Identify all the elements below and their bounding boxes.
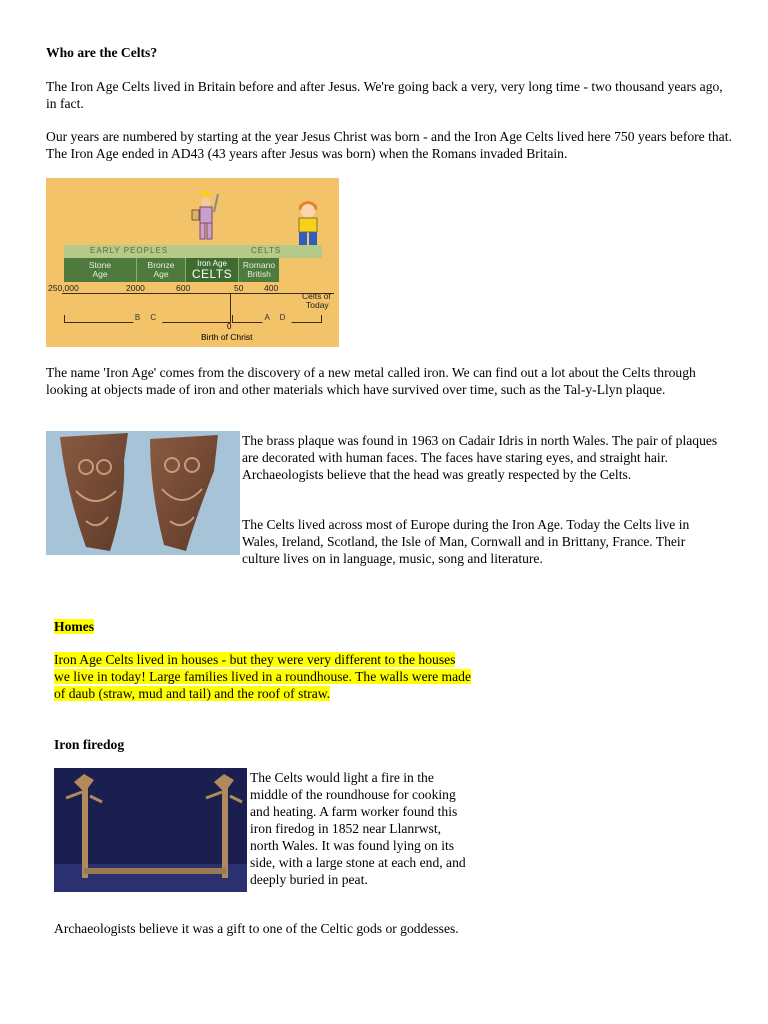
tick-50: 50 (234, 283, 244, 293)
plaque-image (46, 431, 240, 555)
tal-y-llyn-plaque-photo (46, 431, 240, 555)
tick-250000: 250,000 (48, 283, 79, 293)
dating-paragraph: Our years are numbered by starting at the year Jesus Christ was born - and the Iron Age Celts lived here 750 years before that. The Iron Age ended in AD43 (43 years after Jesus was born) when the Romans invaded Britain. (46, 129, 732, 161)
era-bc-label: B C (133, 309, 162, 326)
firedog-heading: Iron firedog (54, 737, 125, 752)
era-ad-label: A D (263, 309, 292, 326)
band-label-early-peoples: EARLY PEOPLES (90, 246, 169, 255)
timeline-header-band (64, 245, 322, 258)
iron-age-paragraph: The name 'Iron Age' comes from the discovery of a new metal called iron. We can find out a lot about the Celts through looking at objects made of iron and other materials which have survived over time, such as the Tal-y-Llyn plaque. (46, 365, 696, 397)
celts-today-paragraph: The Celts lived across most of Europe during the Iron Age. Today the Celts live in Wales, Ireland, Scotland, the Isle of Man, Cornwall and in Brittany, France. Their culture lives on in language, music, song and literature. (242, 517, 690, 566)
page-title: Who are the Celts? (46, 45, 158, 60)
homes-heading: Homes (54, 619, 95, 634)
birth-of-christ-label: Birth of Christ (201, 332, 253, 342)
timeline-axis (62, 293, 334, 294)
period-stone-age: Stone Age (64, 258, 137, 282)
tick-today: Today (306, 300, 329, 310)
iron-firedog-photo (54, 768, 247, 892)
zero-marker (230, 294, 231, 322)
firedog-image (54, 768, 247, 892)
tick-2000: 2000 (126, 283, 145, 293)
tick-400: 400 (264, 283, 279, 293)
era-bc-bracket (64, 315, 231, 323)
plaque-description: The brass plaque was found in 1963 on Cadair Idris in north Wales. The pair of plaques are decorated with human faces. The faces have staring eyes, and straight hair. Archaeologists believe that the head was greatly respected by the Celts. (242, 433, 718, 482)
zero-label: 0 (227, 322, 232, 331)
celt-warrior-figure (186, 190, 226, 248)
period-bronze-age: Bronze Age (137, 258, 186, 282)
modern-child-figure (290, 198, 326, 250)
intro-paragraph: The Iron Age Celts lived in Britain before and after Jesus. We're going back a very, very long time - two thousand years ago, in fact. (46, 79, 723, 111)
period-iron-age-celts: Iron Age CELTS (186, 258, 239, 282)
era-ad-bracket (232, 315, 322, 323)
closing-paragraph: Archaeologists believe it was a gift to one of the Celtic gods or goddesses. (54, 921, 459, 936)
timeline-illustration (46, 178, 339, 347)
tick-600: 600 (176, 283, 191, 293)
band-label-celts: CELTS (251, 246, 282, 255)
tick-celts-of: Celts of (302, 291, 331, 301)
firedog-description: The Celts would light a fire in the middle of the roundhouse for cooking and heating. A farm worker found this iron firedog in 1852 near Llanrwst, north Wales. It was found lying on its side, with a large stone at each end, and deeply buried in peat. (250, 770, 466, 887)
period-romano-british: Romano British (239, 258, 279, 282)
homes-paragraph: Iron Age Celts lived in houses - but they were very different to the houses we live in today! Large families lived in a roundhouse. The walls were made of daub (straw, mud and tail) and the roof of straw. (54, 652, 471, 701)
